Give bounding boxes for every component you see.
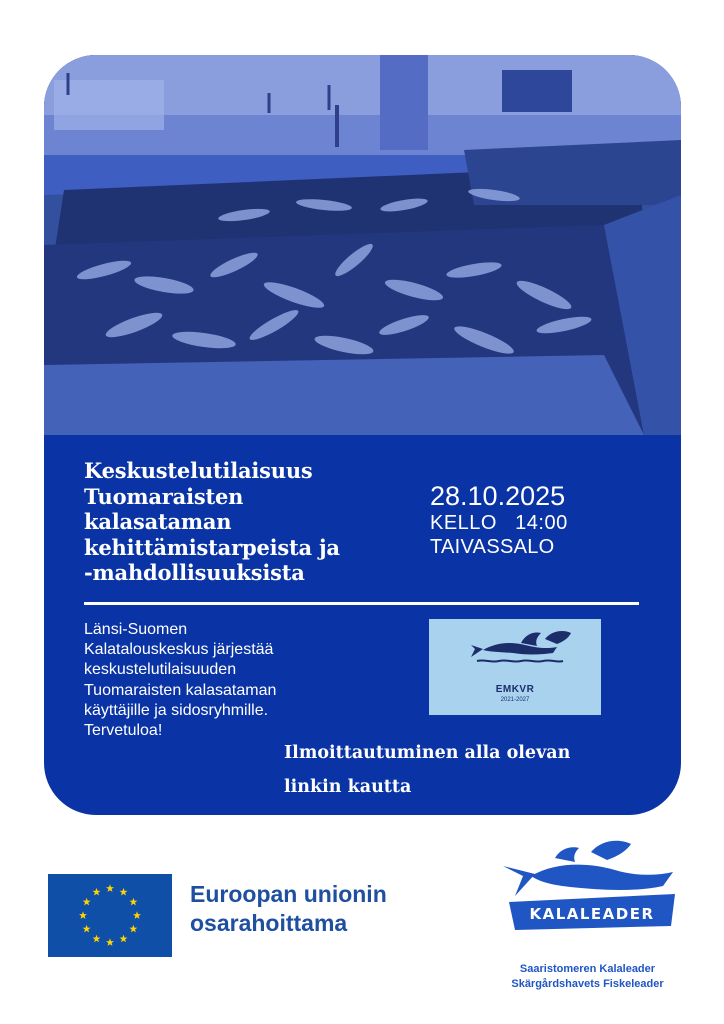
event-details <box>430 481 568 559</box>
intro-line: Tuomaraisten kalasataman <box>84 681 277 699</box>
intro-line: Länsi-Suomen <box>84 621 188 638</box>
event-date: 28.10.2025 <box>430 481 566 511</box>
eu-text-line: Euroopan unionin <box>190 881 387 907</box>
eu-star-icon <box>129 925 137 933</box>
registration-line: linkin kautta <box>284 777 412 797</box>
emkvr-logo <box>429 619 601 715</box>
kalaleader-logo <box>495 832 685 942</box>
intro-line: käyttäjille ja sidosryhmille. <box>84 701 269 719</box>
intro-line: Kalatalouskeskus järjestää <box>84 641 274 659</box>
eu-funding-text <box>190 880 387 938</box>
eu-star-icon <box>106 884 114 892</box>
eu-star-icon <box>120 935 128 943</box>
event-title <box>84 458 424 586</box>
kalaleader-subtitle-line: Skärgårdshavets Fiskeleader <box>511 977 664 990</box>
divider <box>84 602 639 605</box>
eu-star-icon <box>79 911 87 919</box>
emkvr-years: 2021-2027 <box>500 697 530 703</box>
event-card <box>44 55 681 815</box>
event-time: KELLO 14:00 <box>430 512 568 534</box>
title-line: -mahdollisuuksista <box>84 560 305 585</box>
eu-flag-icon <box>48 874 172 957</box>
eu-star-icon <box>83 898 91 906</box>
kalaleader-subtitle <box>485 962 690 991</box>
eu-text-line: osarahoittama <box>190 910 348 936</box>
fish-crates-photo <box>44 55 681 435</box>
emkvr-fish-icon <box>429 619 601 681</box>
title-line: kehittämistarpeista ja <box>84 534 340 560</box>
registration-line: Ilmoittautuminen alla olevan <box>284 743 571 763</box>
eu-star-icon <box>106 938 114 946</box>
registration-text <box>284 736 570 804</box>
kalaleader-fish-icon <box>495 832 685 942</box>
title-line: kalasataman <box>84 509 232 534</box>
eu-star-icon <box>120 888 128 896</box>
kalaleader-name: KALALEADER <box>529 905 655 923</box>
title-line: Tuomaraisten <box>84 483 244 509</box>
eu-star-icon <box>129 898 137 906</box>
event-place: TAIVASSALO <box>430 536 555 558</box>
eu-star-icon <box>133 911 141 919</box>
kalaleader-subtitle-line: Saaristomeren Kalaleader <box>519 963 656 975</box>
eu-star-icon <box>93 935 101 943</box>
emkvr-name: EMKVR <box>495 684 535 695</box>
eu-star-icon <box>83 925 91 933</box>
event-intro <box>84 620 354 741</box>
eu-star-icon <box>93 888 101 896</box>
intro-line: keskustelutilaisuuden <box>84 661 237 679</box>
intro-line: Tervetuloa! <box>84 722 163 740</box>
title-line: Keskustelutilaisuus <box>84 458 313 483</box>
